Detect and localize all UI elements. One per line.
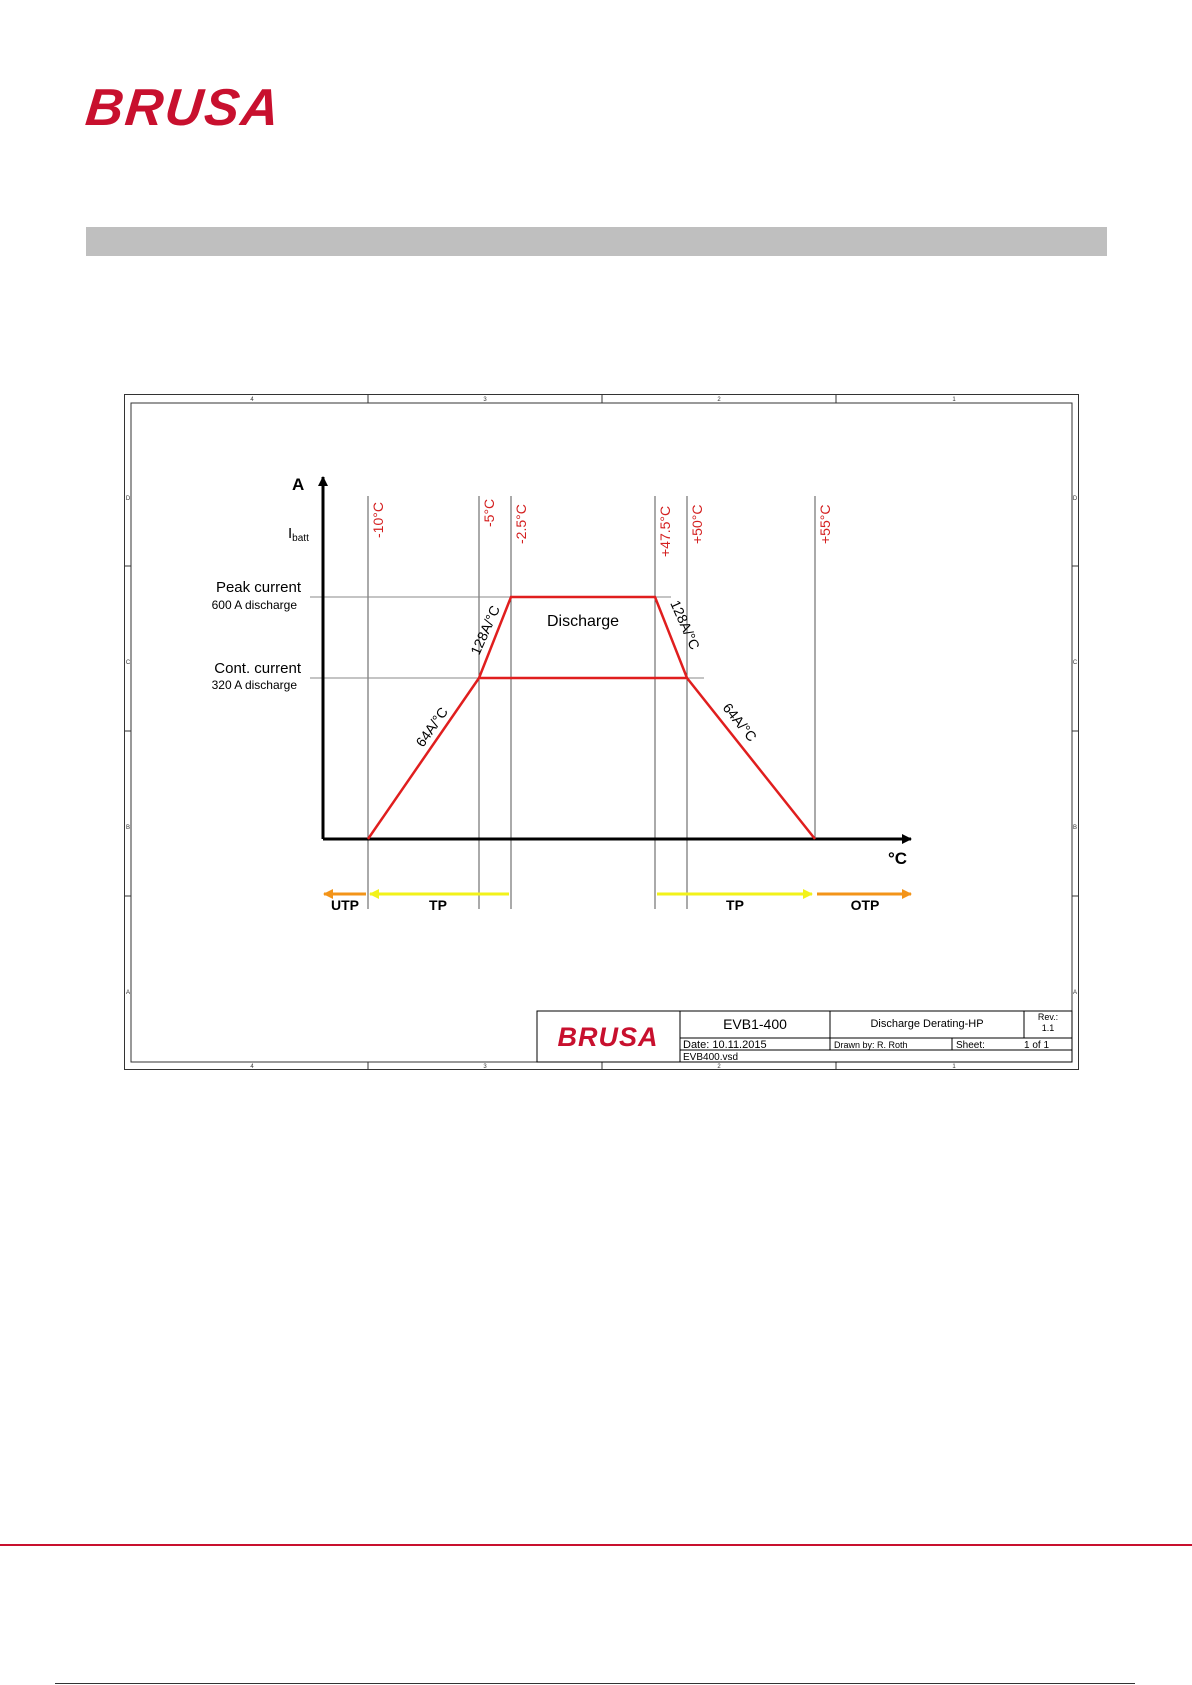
cont-current-title: Cont. current bbox=[214, 660, 301, 677]
outer-frame bbox=[125, 395, 1079, 1070]
temp-label-plus47-5: +47.5°C bbox=[657, 505, 673, 557]
title-block-sheet-value: 1 of 1 bbox=[1024, 1040, 1050, 1051]
peak-current-title: Peak current bbox=[215, 579, 301, 596]
slope-label-right-steep: 128A/°C bbox=[667, 597, 704, 652]
frame-left-letter: D bbox=[125, 496, 131, 502]
temp-label-plus55: +55°C bbox=[817, 504, 833, 544]
title-block-sheet-label: Sheet: bbox=[956, 1040, 985, 1051]
title-block-rev-label: Rev.: bbox=[1037, 1012, 1059, 1022]
tp-left-label: TP bbox=[429, 897, 447, 913]
frame-right-letter: B bbox=[1072, 825, 1078, 831]
frame-left-letter: A bbox=[125, 990, 131, 996]
slope-label-right-shallow: 64A/°C bbox=[719, 699, 761, 745]
y-axis-label: A bbox=[292, 475, 305, 494]
discharge-region-label: Discharge bbox=[546, 613, 620, 630]
frame-left-letter: C bbox=[125, 660, 131, 666]
footer-divider bbox=[0, 1544, 1192, 1546]
frame-top-number: 2 bbox=[717, 397, 721, 403]
inner-frame bbox=[131, 403, 1072, 1062]
page-bottom-rule bbox=[55, 1683, 1135, 1684]
frame-bottom-number: 1 bbox=[952, 1064, 956, 1070]
slope-label-left-shallow: 64A/°C bbox=[412, 704, 451, 750]
frame-bottom-number: 3 bbox=[483, 1064, 487, 1070]
frame-bottom-number: 4 bbox=[250, 1064, 254, 1070]
frame-right-letter: D bbox=[1072, 496, 1078, 502]
brusa-logo: BRUSA bbox=[82, 79, 284, 137]
derating-diagram bbox=[124, 394, 1079, 1070]
title-block-rev-value: 1.1 bbox=[1041, 1023, 1055, 1033]
title-block-drawn-by: Drawn by: R. Roth bbox=[834, 1040, 908, 1050]
temperature-gridlines bbox=[368, 496, 815, 909]
peak-current-value: 600 A discharge bbox=[211, 598, 297, 612]
diagram-svg bbox=[124, 394, 1079, 1070]
temp-label-minus5: -5°C bbox=[481, 498, 497, 527]
frame-top-number: 1 bbox=[952, 397, 956, 403]
slope-label-left-steep: 128A/°C bbox=[467, 602, 504, 658]
section-heading-bar bbox=[86, 227, 1107, 256]
title-block-doc-id: EVB1-400 bbox=[723, 1016, 787, 1032]
tp-right-label: TP bbox=[726, 897, 744, 913]
frame-top-number: 4 bbox=[250, 397, 254, 403]
utp-label: UTP bbox=[331, 897, 359, 913]
otp-label: OTP bbox=[850, 897, 880, 913]
frame-right-letter: C bbox=[1072, 660, 1078, 666]
title-block-date: Date: 10.11.2015 bbox=[683, 1039, 767, 1051]
temp-label-plus50: +50°C bbox=[689, 504, 705, 544]
x-axis-label: °C bbox=[888, 849, 908, 868]
title-block-logo: BRUSA bbox=[557, 1022, 659, 1052]
temp-label-minus2-5: -2.5°C bbox=[513, 504, 529, 544]
y-axis-quantity: $I_{batt}$ bbox=[288, 525, 309, 544]
title-block bbox=[537, 1011, 1072, 1063]
frame-left-letter: B bbox=[125, 825, 131, 831]
frame-bottom-number: 2 bbox=[717, 1064, 721, 1070]
zone-ticks bbox=[124, 394, 1079, 1070]
temp-label-minus10: -10°C bbox=[370, 502, 386, 538]
frame-top-number: 3 bbox=[483, 397, 487, 403]
title-block-title: Discharge Derating-HP bbox=[870, 1018, 984, 1030]
frame-right-letter: A bbox=[1072, 990, 1078, 996]
title-block-file: EVB400.vsd bbox=[683, 1052, 739, 1063]
cont-current-value: 320 A discharge bbox=[211, 678, 297, 692]
